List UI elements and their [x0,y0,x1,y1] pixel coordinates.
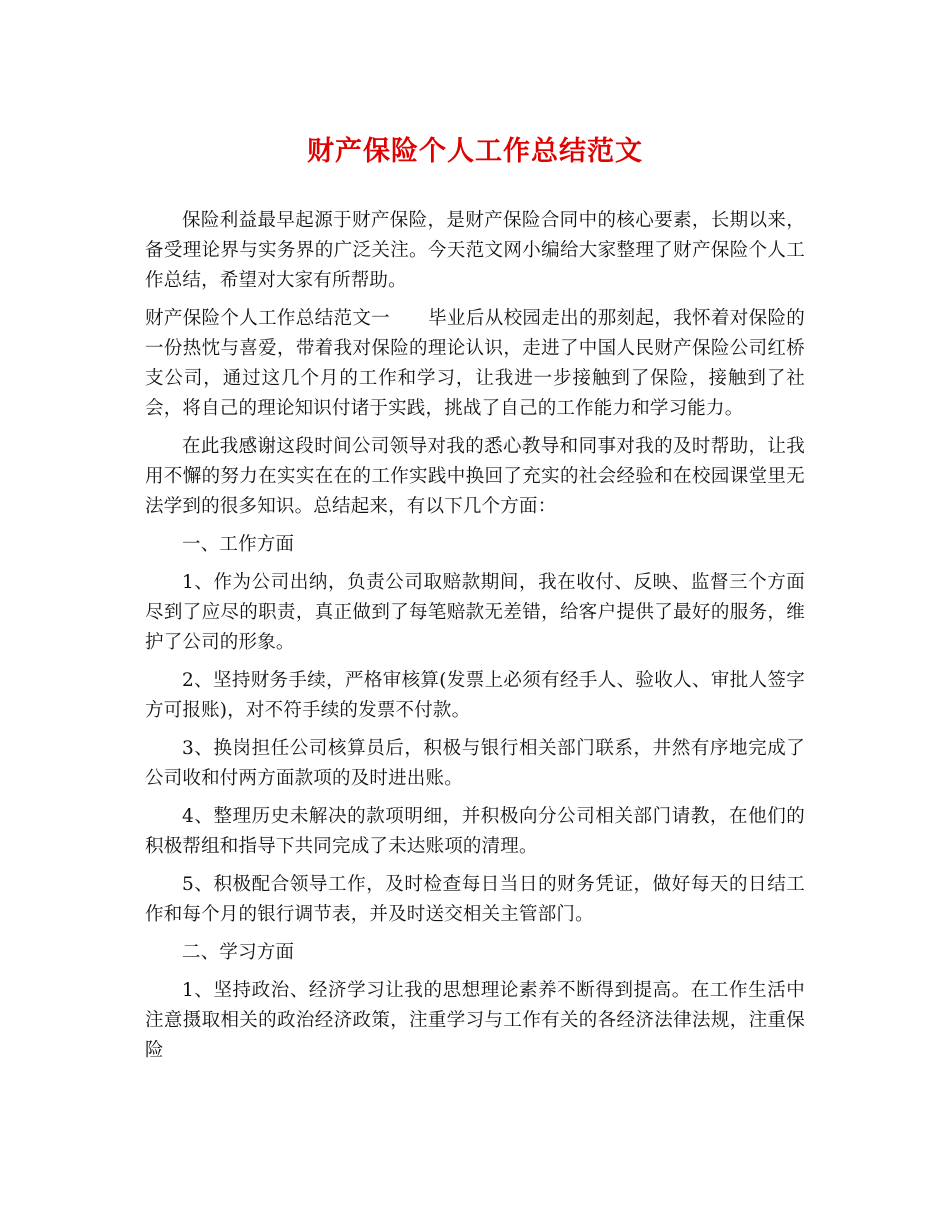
document-title: 财产保险个人工作总结范文 [307,136,643,167]
paragraph-work-5: 5、积极配合领导工作，及时检查每日当日的财务凭证，做好每天的日结工作和每个月的银行调节表，并及时送交相关主管部门。 [145,874,805,925]
paragraph-thanks: 在此我感谢这段时间公司领导对我的悉心教导和同事对我的及时帮助，让我用不懈的努力在实实在在的工作实践中换回了充实的社会经验和在校园课堂里无法学到的很多知识。总结起来，有以下几个方面： [145,436,805,517]
section-heading-study: 二、学习方面 [182,942,295,963]
section-heading-work: 一、工作方面 [182,534,295,555]
paragraph-intro: 保险利益最早起源于财产保险，是财产保险合同中的核心要素，长期以来，备受理论界与实务界的广泛关注。今天范文网小编给大家整理了财产保险个人工作总结，希望对大家有所帮助。 [145,210,805,291]
sample-one-label: 财产保险个人工作总结范文一 [145,308,391,329]
document-body [145,206,805,1066]
paragraph-work-3: 3、换岗担任公司核算员后，积极与银行相关部门联系，井然有序地完成了公司收和付两方面款项的及时进出账。 [145,738,805,789]
paragraph-work-4: 4、整理历史未解决的款项明细，并积极向分公司相关部门请教，在他们的积极帮组和指导下共同完成了未达账项的清理。 [145,806,805,857]
paragraph-study-1: 1、坚持政治、经济学习让我的思想理论素养不断得到提高。在工作生活中注意摄取相关的政治经济政策，注重学习与工作有关的各经济法律法规，注重保险 [145,980,805,1061]
paragraph-work-2: 2、坚持财务手续，严格审核算(发票上必须有经手人、验收人、审批人签字方可报账)，对不符手续的发票不付款。 [145,670,805,721]
sample-one-text: 毕业后从校园走出的那刻起，我怀着对保险的一份热忱与喜爱，带着我对保险的理论认识，走进了中国人民财产保险公司红桥支公司，通过这几个月的工作和学习，让我进一步接触到了保险，接触到了社会，将自己的理论知识付诸于实践，挑战了自己的工作能力和学习能力。 [145,308,805,419]
paragraph-sample-one [145,304,805,424]
paragraph-work-1: 1、作为公司出纳，负责公司取赔款期间，我在收付、反映、监督三个方面尽到了应尽的职责，真正做到了每笔赔款无差错，给客户提供了最好的服务，维护了公司的形象。 [145,572,805,653]
